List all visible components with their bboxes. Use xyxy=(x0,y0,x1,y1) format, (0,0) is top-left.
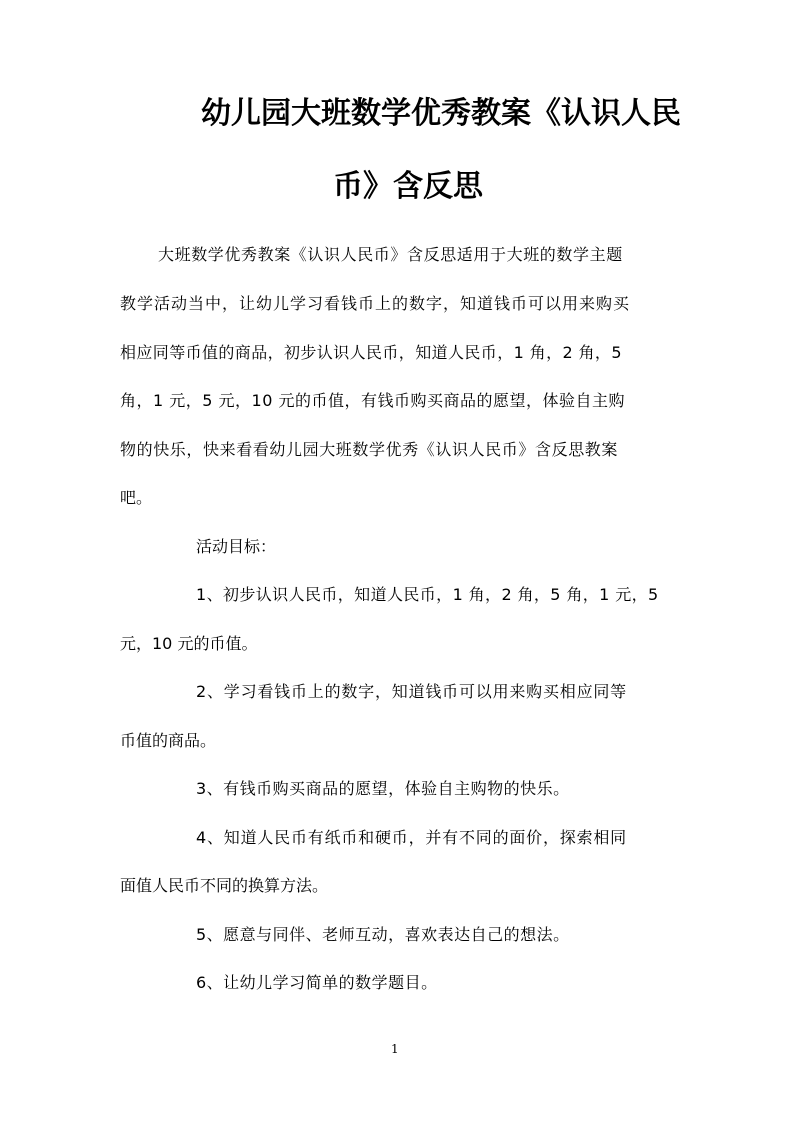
body-line: 大班数学优秀教案《认识人民币》含反思适用于大班的数学主题 xyxy=(158,245,623,264)
body-line: 角，1 元，5 元，10 元的币值，有钱币购买商品的愿望，体验自主购 xyxy=(120,391,625,410)
goal-item-1-continued: 元，10 元的币值。 xyxy=(120,634,258,653)
title-line-2: 币》含反思 xyxy=(333,169,483,204)
goal-item-2-continued: 币值的商品。 xyxy=(120,731,217,750)
goal-item-4: 4、知道人民币有纸币和硬币，并有不同的面价，探索相同 xyxy=(196,828,627,847)
page-number: 1 xyxy=(391,1042,399,1056)
goal-item-2: 2、学习看钱币上的数字，知道钱币可以用来购买相应同等 xyxy=(196,682,627,701)
goal-item-5: 5、愿意与同伴、老师互动，喜欢表达自己的想法。 xyxy=(196,925,570,944)
body-line: 相应同等币值的商品，初步认识人民币，知道人民币，1 角，2 角，5 xyxy=(120,343,622,362)
goal-item-6: 6、让幼儿学习简单的数学题目。 xyxy=(196,973,438,992)
title-line-1: 幼儿园大班数学优秀教案《认识人民 xyxy=(201,96,681,131)
body-line: 物的快乐，快来看看幼儿园大班数学优秀《认识人民币》含反思教案 xyxy=(120,440,619,459)
goal-item-4-continued: 面值人民币不同的换算方法。 xyxy=(120,876,329,895)
goal-item-3: 3、有钱币购买商品的愿望，体验自主购物的快乐。 xyxy=(196,779,570,798)
section-heading: 活动目标： xyxy=(196,537,277,556)
goal-item-1: 1、初步认识人民币，知道人民币，1 角，2 角，5 角，1 元，5 xyxy=(196,585,659,604)
body-line: 吧。 xyxy=(120,488,153,507)
body-line: 教学活动当中，让幼儿学习看钱币上的数字，知道钱币可以用来购买 xyxy=(120,294,631,313)
